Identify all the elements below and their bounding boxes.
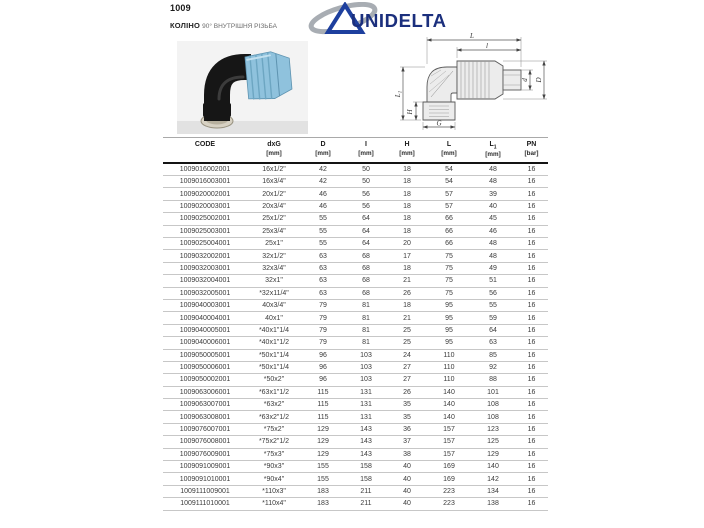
table-cell: 16 <box>515 324 548 336</box>
photo-shadow-band <box>177 121 308 134</box>
table-body <box>163 163 548 510</box>
table-cell: 40 <box>387 473 427 485</box>
table-cell: 155 <box>301 461 345 473</box>
page-title-sub: 90° ВНУТРІШНЯ РІЗЬБА <box>202 23 277 30</box>
table-cell: 55 <box>301 213 345 225</box>
table-cell: 18 <box>387 299 427 311</box>
table-cell: 131 <box>345 386 387 398</box>
column-header-pn: PN [bar] <box>515 138 548 163</box>
table-cell: 110 <box>427 349 471 361</box>
table-cell: 103 <box>345 349 387 361</box>
table-cell: 63 <box>301 287 345 299</box>
table-cell: 68 <box>345 250 387 262</box>
table-cell: *110x4" <box>247 498 301 510</box>
table-cell: 75 <box>427 287 471 299</box>
table-row <box>163 423 548 435</box>
table-cell: 16 <box>515 200 548 212</box>
table-cell: 157 <box>427 423 471 435</box>
table-cell: 40 <box>387 498 427 510</box>
dim-L1-label: $L_1$ <box>394 90 404 98</box>
table-cell: 1009020002001 <box>163 188 247 200</box>
table-cell: 16 <box>515 213 548 225</box>
table-cell: 49 <box>471 262 515 274</box>
table-row <box>163 399 548 411</box>
table-cell: 64 <box>471 324 515 336</box>
table-cell: 42 <box>301 176 345 188</box>
table-cell: 131 <box>345 399 387 411</box>
table-cell: *63x2"1/2 <box>247 411 301 423</box>
table-cell: 16x1/2" <box>247 163 301 176</box>
table-cell: 75 <box>427 250 471 262</box>
table-cell: 27 <box>387 374 427 386</box>
table-cell: 56 <box>471 287 515 299</box>
dim-l-label: l <box>486 42 488 50</box>
table-row <box>163 213 548 225</box>
table-cell: 1009050002001 <box>163 374 247 386</box>
table-cell: 143 <box>345 423 387 435</box>
table-cell: *63x2" <box>247 399 301 411</box>
table-row <box>163 448 548 460</box>
table-cell: 81 <box>345 337 387 349</box>
table-cell: 75 <box>427 275 471 287</box>
table-cell: 16 <box>515 237 548 249</box>
table-cell: 16 <box>515 262 548 274</box>
table-cell: 96 <box>301 361 345 373</box>
table-row <box>163 163 548 176</box>
table-cell: 16 <box>515 299 548 311</box>
table-cell: *90x4" <box>247 473 301 485</box>
table-cell: 27 <box>387 361 427 373</box>
table-cell: 140 <box>471 461 515 473</box>
table-row <box>163 473 548 485</box>
table-cell: *40x1"1/4 <box>247 324 301 336</box>
table-cell: *50x1"1/4 <box>247 349 301 361</box>
table-cell: 81 <box>345 324 387 336</box>
table-cell: 16 <box>515 188 548 200</box>
table-cell: 35 <box>387 399 427 411</box>
table-cell: 95 <box>427 324 471 336</box>
table-cell: 16 <box>515 337 548 349</box>
table-row <box>163 176 548 188</box>
table-cell: 24 <box>387 349 427 361</box>
table-cell: 57 <box>427 188 471 200</box>
table-header-row <box>163 138 548 163</box>
table-cell: 16 <box>515 448 548 460</box>
table-cell: 48 <box>471 176 515 188</box>
table-cell: 115 <box>301 399 345 411</box>
table-cell: *32x11/4" <box>247 287 301 299</box>
table-cell: 1009050005001 <box>163 349 247 361</box>
table-cell: 79 <box>301 312 345 324</box>
table-cell: 50 <box>345 163 387 176</box>
table-cell: 75 <box>427 262 471 274</box>
table-cell: 26 <box>387 386 427 398</box>
table-cell: 18 <box>387 213 427 225</box>
table-cell: 1009076008001 <box>163 436 247 448</box>
table-row <box>163 498 548 510</box>
table-cell: 1009091009001 <box>163 461 247 473</box>
table-cell: 169 <box>427 461 471 473</box>
table-cell: 92 <box>471 361 515 373</box>
table-cell: 16 <box>515 250 548 262</box>
logo-wordmark: UNIDELTA <box>351 10 447 31</box>
table-cell: 88 <box>471 374 515 386</box>
table-cell: 63 <box>471 337 515 349</box>
table-cell: 1009040006001 <box>163 337 247 349</box>
table-cell: 142 <box>471 473 515 485</box>
table-cell: 50 <box>345 176 387 188</box>
table-cell: 38 <box>387 448 427 460</box>
table-cell: 20x1/2" <box>247 188 301 200</box>
table-cell: 59 <box>471 312 515 324</box>
table-cell: 63 <box>301 262 345 274</box>
table-cell: 1009063006001 <box>163 386 247 398</box>
table-cell: 16 <box>515 275 548 287</box>
table-cell: 66 <box>427 213 471 225</box>
table-cell: 46 <box>301 188 345 200</box>
table-cell: 40x3/4" <box>247 299 301 311</box>
table-cell: 32x3/4" <box>247 262 301 274</box>
table-cell: *63x1"1/2 <box>247 386 301 398</box>
table-cell: 140 <box>427 386 471 398</box>
table-row <box>163 349 548 361</box>
table-row <box>163 200 548 212</box>
table-cell: 16 <box>515 163 548 176</box>
table-cell: 1009025002001 <box>163 213 247 225</box>
table-cell: 48 <box>471 250 515 262</box>
table-cell: 81 <box>345 312 387 324</box>
table-cell: 68 <box>345 287 387 299</box>
table-row <box>163 485 548 497</box>
table-cell: *75x3" <box>247 448 301 460</box>
dim-D-label: D <box>535 77 543 83</box>
table-cell: 16 <box>515 374 548 386</box>
column-header-dxg: dxG [mm] <box>247 138 301 163</box>
table-cell: 129 <box>301 423 345 435</box>
table-cell: 55 <box>301 237 345 249</box>
table-cell: 95 <box>427 299 471 311</box>
table-row <box>163 361 548 373</box>
table-cell: *110x3" <box>247 485 301 497</box>
table-cell: 18 <box>387 188 427 200</box>
table-cell: 16 <box>515 423 548 435</box>
table-row <box>163 250 548 262</box>
table-row <box>163 436 548 448</box>
table-cell: 1009050006001 <box>163 361 247 373</box>
table-cell: *50x2" <box>247 374 301 386</box>
table-row <box>163 386 548 398</box>
page-title-main: КОЛІНО <box>170 21 201 30</box>
table-cell: 57 <box>427 200 471 212</box>
product-code: 1009 <box>170 3 191 13</box>
table-cell: 16 <box>515 399 548 411</box>
spec-table <box>163 137 548 511</box>
table-cell: 16 <box>515 287 548 299</box>
table-cell: 56 <box>345 200 387 212</box>
table-cell: 1009076009001 <box>163 448 247 460</box>
table-cell: 1009111009001 <box>163 485 247 497</box>
table-cell: 16x3/4" <box>247 176 301 188</box>
table-cell: 48 <box>471 237 515 249</box>
table-cell: 1009032003001 <box>163 262 247 274</box>
table-cell: 140 <box>427 399 471 411</box>
table-cell: 16 <box>515 485 548 497</box>
table-cell: 18 <box>387 262 427 274</box>
column-header-h: H [mm] <box>387 138 427 163</box>
table-cell: *50x1"1/4 <box>247 361 301 373</box>
table-cell: 115 <box>301 411 345 423</box>
table-cell: 45 <box>471 213 515 225</box>
technical-diagram <box>391 30 566 134</box>
table-cell: 183 <box>301 485 345 497</box>
table-cell: *40x1"1/2 <box>247 337 301 349</box>
table-cell: 110 <box>427 374 471 386</box>
dim-L-label: L <box>470 32 474 40</box>
table-cell: 103 <box>345 374 387 386</box>
table-cell: 138 <box>471 498 515 510</box>
table-cell: 1009111010001 <box>163 498 247 510</box>
page-title <box>170 21 277 30</box>
table-cell: 20 <box>387 237 427 249</box>
table-cell: 95 <box>427 337 471 349</box>
table-cell: 16 <box>515 349 548 361</box>
table-cell: 25 <box>387 324 427 336</box>
table-row <box>163 287 548 299</box>
table-cell: 1009040003001 <box>163 299 247 311</box>
table-row <box>163 374 548 386</box>
table-cell: 16 <box>515 498 548 510</box>
table-row <box>163 262 548 274</box>
table-cell: 68 <box>345 262 387 274</box>
table-cell: 129 <box>301 436 345 448</box>
table-cell: 183 <box>301 498 345 510</box>
table-cell: 140 <box>427 411 471 423</box>
table-cell: 40 <box>387 485 427 497</box>
table-cell: 79 <box>301 299 345 311</box>
table-cell: 55 <box>301 225 345 237</box>
table-cell: 16 <box>515 461 548 473</box>
table-cell: 54 <box>427 176 471 188</box>
table-cell: 16 <box>515 176 548 188</box>
table-cell: 32x1/2" <box>247 250 301 262</box>
table-cell: 143 <box>345 436 387 448</box>
table-cell: 129 <box>471 448 515 460</box>
table-cell: 1009063007001 <box>163 399 247 411</box>
table-row <box>163 312 548 324</box>
table-row <box>163 337 548 349</box>
table-cell: 101 <box>471 386 515 398</box>
table-cell: 16 <box>515 361 548 373</box>
table-cell: 95 <box>427 312 471 324</box>
table-cell: 18 <box>387 200 427 212</box>
table-cell: 110 <box>427 361 471 373</box>
table-cell: 1009040004001 <box>163 312 247 324</box>
table-cell: 20x3/4" <box>247 200 301 212</box>
table-cell: *90x3" <box>247 461 301 473</box>
table-cell: 66 <box>427 225 471 237</box>
table-cell: 211 <box>345 485 387 497</box>
table-cell: 96 <box>301 374 345 386</box>
table-row <box>163 461 548 473</box>
column-header-code: CODE <box>163 138 247 163</box>
table-row <box>163 225 548 237</box>
table-cell: 96 <box>301 349 345 361</box>
column-header-d: D [mm] <box>301 138 345 163</box>
table-cell: 131 <box>345 411 387 423</box>
table-cell: 25x1" <box>247 237 301 249</box>
table-cell: 54 <box>427 163 471 176</box>
table-row <box>163 299 548 311</box>
table-cell: 63 <box>301 250 345 262</box>
table-cell: 125 <box>471 436 515 448</box>
table-cell: 1009025003001 <box>163 225 247 237</box>
table-cell: 157 <box>427 436 471 448</box>
table-cell: 16 <box>515 411 548 423</box>
product-photo <box>177 41 308 134</box>
table-cell: 25 <box>387 337 427 349</box>
dim-H-label: H <box>406 109 414 115</box>
table-cell: 134 <box>471 485 515 497</box>
table-cell: 21 <box>387 275 427 287</box>
table-cell: 16 <box>515 225 548 237</box>
table-cell: 37 <box>387 436 427 448</box>
table-cell: 1009032005001 <box>163 287 247 299</box>
table-cell: 32x1" <box>247 275 301 287</box>
table-cell: 108 <box>471 411 515 423</box>
table-cell: 1009016002001 <box>163 163 247 176</box>
table-cell: 123 <box>471 423 515 435</box>
table-cell: 79 <box>301 324 345 336</box>
table-cell: 66 <box>427 237 471 249</box>
table-row <box>163 275 548 287</box>
table-row <box>163 411 548 423</box>
table-cell: 81 <box>345 299 387 311</box>
table-cell: 1009091010001 <box>163 473 247 485</box>
table-cell: 1009020003001 <box>163 200 247 212</box>
table-cell: 129 <box>301 448 345 460</box>
table-cell: 223 <box>427 485 471 497</box>
table-cell: 16 <box>515 436 548 448</box>
column-header-l: L [mm] <box>427 138 471 163</box>
table-cell: 108 <box>471 399 515 411</box>
table-cell: 68 <box>345 275 387 287</box>
table-cell: 26 <box>387 287 427 299</box>
table-cell: 155 <box>301 473 345 485</box>
table-cell: 63 <box>301 275 345 287</box>
dim-d-label: d <box>521 78 529 82</box>
table-row <box>163 324 548 336</box>
table-cell: 36 <box>387 423 427 435</box>
table-cell: 51 <box>471 275 515 287</box>
table-cell: 1009063008001 <box>163 411 247 423</box>
table-cell: 18 <box>387 163 427 176</box>
table-cell: 56 <box>345 188 387 200</box>
table-cell: 46 <box>301 200 345 212</box>
table-cell: 21 <box>387 312 427 324</box>
table-cell: *75x2" <box>247 423 301 435</box>
table-cell: 46 <box>471 225 515 237</box>
table-cell: 48 <box>471 163 515 176</box>
table-cell: 40x1" <box>247 312 301 324</box>
table-row <box>163 188 548 200</box>
table-cell: 143 <box>345 448 387 460</box>
table-cell: 40 <box>387 461 427 473</box>
table-cell: 79 <box>301 337 345 349</box>
table-cell: 1009025004001 <box>163 237 247 249</box>
table-cell: 64 <box>345 225 387 237</box>
diagram-fitting-outline <box>423 61 521 120</box>
table-cell: 223 <box>427 498 471 510</box>
table-cell: 115 <box>301 386 345 398</box>
table-cell: 17 <box>387 250 427 262</box>
table-cell: 16 <box>515 386 548 398</box>
table-cell: 40 <box>471 200 515 212</box>
column-header-l1: $L_1$ [mm] <box>471 138 515 163</box>
table-cell: 55 <box>471 299 515 311</box>
table-cell: 64 <box>345 213 387 225</box>
table-cell: 169 <box>427 473 471 485</box>
table-cell: 18 <box>387 176 427 188</box>
table-cell: 1009032004001 <box>163 275 247 287</box>
table-cell: 64 <box>345 237 387 249</box>
table-cell: 35 <box>387 411 427 423</box>
table-cell: 1009040005001 <box>163 324 247 336</box>
table-cell: 211 <box>345 498 387 510</box>
table-cell: 158 <box>345 473 387 485</box>
table-cell: 103 <box>345 361 387 373</box>
table-cell: 39 <box>471 188 515 200</box>
table-row <box>163 237 548 249</box>
table-cell: 157 <box>427 448 471 460</box>
table-cell: 85 <box>471 349 515 361</box>
table-cell: 18 <box>387 225 427 237</box>
column-header-i: I [mm] <box>345 138 387 163</box>
table-cell: 1009076007001 <box>163 423 247 435</box>
dim-G-label: G <box>436 119 442 128</box>
table-cell: 16 <box>515 473 548 485</box>
table-cell: *75x2"1/2 <box>247 436 301 448</box>
table-cell: 25x1/2" <box>247 213 301 225</box>
table-cell: 158 <box>345 461 387 473</box>
table-cell: 1009032002001 <box>163 250 247 262</box>
table-cell: 1009016003001 <box>163 176 247 188</box>
table-cell: 16 <box>515 312 548 324</box>
table-cell: 25x3/4" <box>247 225 301 237</box>
table-cell: 42 <box>301 163 345 176</box>
